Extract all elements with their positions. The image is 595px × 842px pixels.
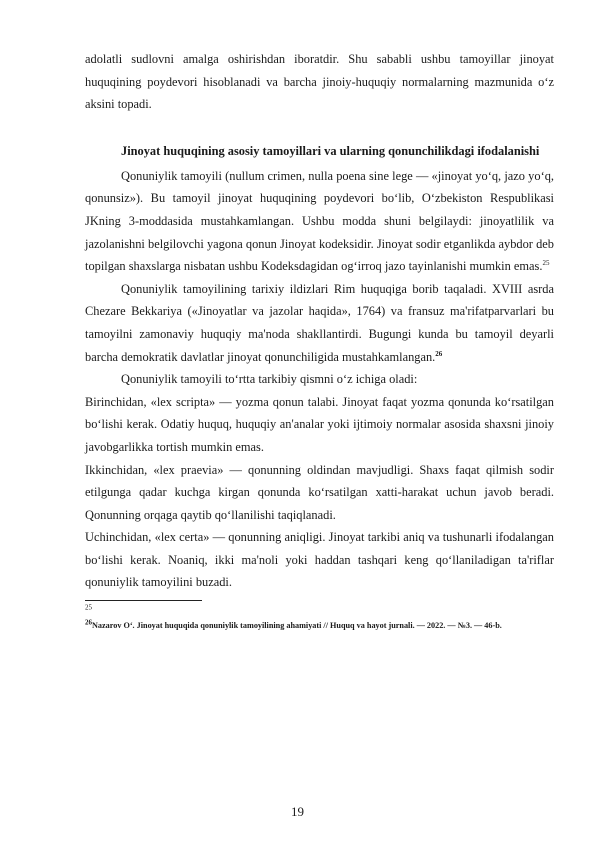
footnote-text: Nazarov O‘. Jinoyat huquqida qonuniylik tamoyilining ahamiyati // Huquq va hayot jurnali. — 2022. — №3. — 46-b. (92, 621, 502, 631)
paragraph-lex-certa: Uchinchidan, «lex certa» — qonunning aniqligi. Jinoyat tarkibi aniq va tushunarli ifodalangan bo‘lishi kerak. Noaniq, ikki ma'noli yoki haddan tashqari keng qo‘llaniladigan ta'riflar qonuniylik tamoyilini buzadi. (85, 530, 554, 590)
footnote-number: 26 (85, 618, 92, 627)
paragraph-intro: adolatli sudlovni amalga oshirishdan iboratdir. Shu sababli ushbu tamoyillar jinoyat huquqining poydevori hisoblanadi va barcha jinoiy-huquqiy normalarning mazmunida o‘z aksini topadi. (85, 52, 554, 112)
paragraph-historical-roots (85, 278, 554, 368)
page-number: 19 (291, 804, 304, 819)
paragraph-legality-principle (85, 165, 554, 278)
paragraph-lex-praevia: Ikkinchidan, «lex praevia» — qonunning oldindan mavjudligi. Shaxs faqat qilmish sodir etilgunga qadar kuchga kirgan qonunda ko‘rsatilgan xatti-harakat uchun javob beradi. Qonunning orqaga qaytib qo‘llanilishi taqiqlanadi. (85, 462, 554, 522)
section-heading: Jinoyat huquqining asosiy tamoyillari va ularning qonunchilikdagi ifodalanishi (121, 143, 540, 158)
paragraph-text: Qonuniylik tamoyilining tarixiy ildizlari Rim huquqiga borib taqaladi. XVIII asrda Chezare Bekkariya («Jinoyatlar va jazolar haqida», 1764) va fransuz ma'rifatparvarlari bu tamoyilni zamonaviy huquqiy ma'noda shakllantirdi. Bugungi kunda bu tamoyil deyarli barcha demokratik davlatlar jinoyat qonunchiligida mustahkamlangan. (85, 281, 554, 364)
paragraph-lex-scripta: Birinchidan, «lex scripta» — yozma qonun talabi. Jinoyat faqat yozma qonunda ko‘rsatilgan bo‘lishi kerak. Odatiy huquq, huquqiy an'analar yoki ijtimoiy normalar asosida shaxsni jinoiy javobgarlikka tortish mumkin emas. (85, 394, 554, 454)
footnote-25 (85, 605, 554, 617)
footnote-ref-25[interactable]: 25 (542, 259, 550, 268)
paragraph-four-components: Qonuniylik tamoyili to‘rtta tarkibiy qismni o‘z ichiga oladi: (121, 372, 418, 387)
footnote-divider (85, 600, 202, 601)
footnote-26 (85, 620, 554, 632)
document-page (85, 48, 554, 632)
paragraph-text: Qonuniylik tamoyili (nullum crimen, nulla poena sine lege — «jinoyat yo‘q, jazo yo‘q, qonunsiz»). Bu tamoyil jinoyat huquqining poydevori bo‘lib, O‘zbekiston Respublikasi JKning 3-moddasida mustahkamlangan. Ushbu modda shuni belgilaydi: jinoyatlilik va jazolanishni belgilovchi yagona qonun Jinoyat kodeksidir. Jinoyat sodir etganlikda aybdor deb topilgan shaxslarga nisbatan ushbu Kodeksdagidan og‘irroq jazo tayinlanishi mumkin emas. (85, 168, 554, 274)
footnote-number: 25 (85, 603, 92, 612)
footnote-ref-26[interactable]: 26 (435, 349, 443, 358)
